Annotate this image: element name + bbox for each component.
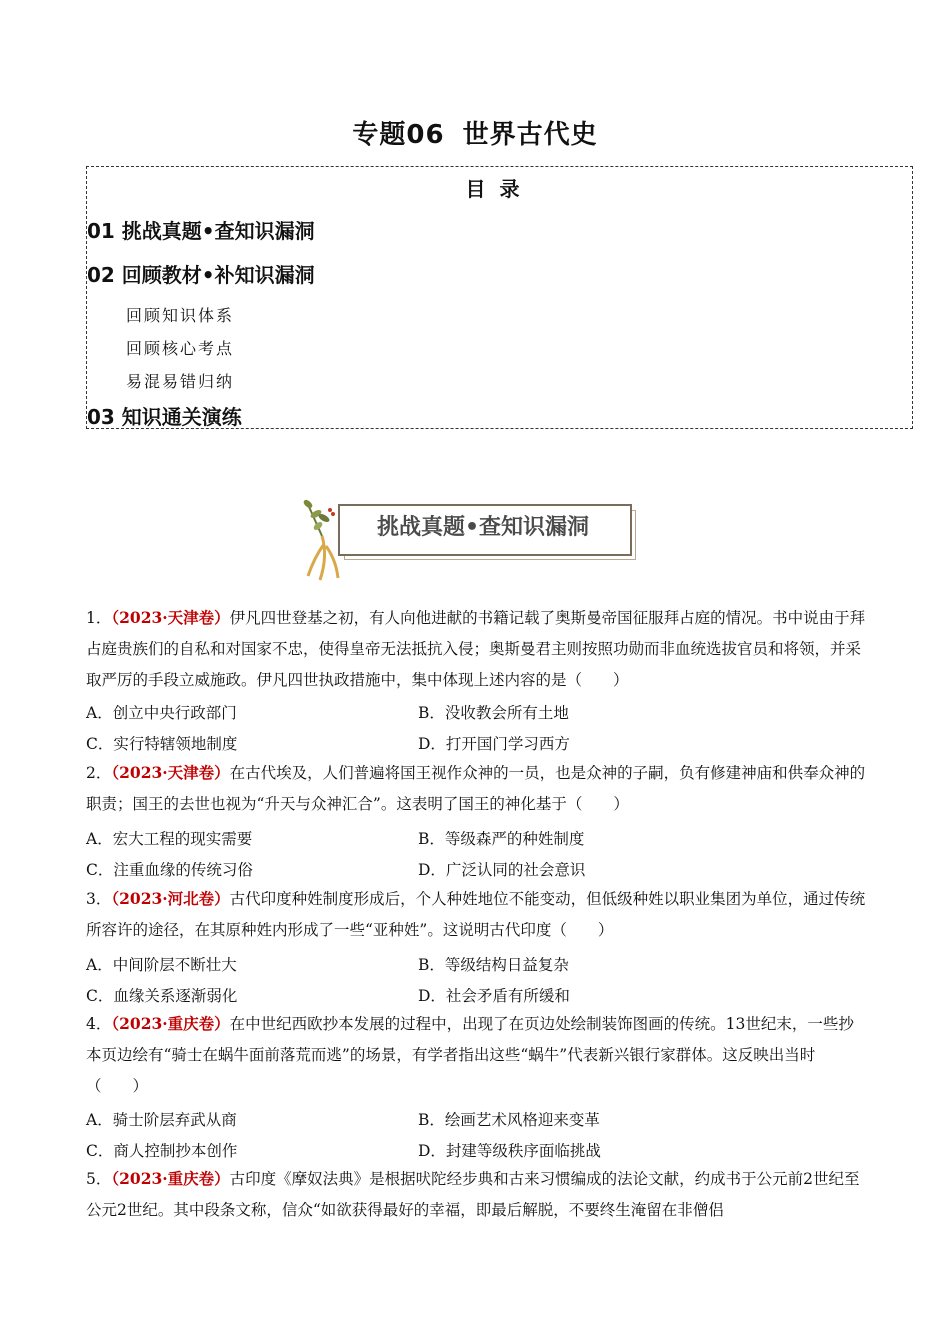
question-source: （2023·天津卷） — [111, 763, 230, 782]
option-b[interactable]: B．绘画艺术风格迎来变革 — [418, 1111, 600, 1129]
option-d[interactable]: D．社会矛盾有所缓和 — [418, 987, 570, 1005]
table-of-contents — [86, 166, 913, 429]
question-source: （2023·重庆卷） — [111, 1169, 230, 1188]
option-c[interactable]: C．商人控制抄本创作 — [86, 1142, 238, 1160]
question-source: （2023·河北卷） — [111, 889, 230, 908]
option-b[interactable]: B．没收教会所有土地 — [418, 704, 569, 722]
question-5: 5．（2023·重庆卷）古印度《摩奴法典》是根据吠陀经步典和古来习惯编成的法论文献，约成书于公元前2世纪至公元2世纪。其中段条文称，信众“如欲获得最好的幸福，即最后解脱，不要终生淹留在非僧侣 — [86, 1169, 860, 1219]
option-c[interactable]: C．实行特辖领地制度 — [86, 735, 238, 753]
toc-title: 目录 — [465, 177, 534, 201]
toc-sub-core-points[interactable]: 回顾核心考点 — [126, 339, 235, 358]
banner-text: 挑战真题•查知识漏洞 — [376, 515, 590, 540]
option-d[interactable]: D．打开国门学习西方 — [418, 735, 570, 753]
option-b[interactable]: B．等级结构日益复杂 — [418, 956, 569, 974]
option-a[interactable]: A．骑士阶层弃武从商 — [86, 1111, 237, 1129]
option-a[interactable]: A．宏大工程的现实需要 — [86, 830, 253, 848]
question-2: 2．（2023·天津卷）在古代埃及，人们普遍将国王视作众神的一员，也是众神的子嗣，负有修建神庙和供奉众神的职责；国王的去世也视为“升天与众神汇合”。这表明了国王的神化基于（ ） — [86, 763, 866, 813]
option-c[interactable]: C．注重血缘的传统习俗 — [86, 861, 253, 879]
toc-item-02[interactable]: 02 回顾教材•补知识漏洞 — [87, 263, 315, 287]
question-source: （2023·天津卷） — [111, 608, 230, 627]
question-source: （2023·重庆卷） — [111, 1014, 230, 1033]
toc-item-03[interactable]: 03 知识通关演练 — [87, 405, 242, 429]
question-stem: 在中世纪西欧抄本发展的过程中，出现了在页边处绘制装饰图画的传统。13世纪末，一些抄本页边绘有“骑士在蜗牛面前落荒而逃”的场景，有学者指出这些“蜗牛”代表新兴银行家群体。这反映出当时（ ） — [86, 1015, 854, 1095]
title-text: 世界古代史 — [462, 120, 598, 150]
option-d[interactable]: D．广泛认同的社会意识 — [418, 861, 586, 879]
question-stem: 古代印度种姓制度形成后，个人种姓地位不能变动，但低级种姓以职业集团为单位，通过传统所容许的途径，在其原种姓内形成了一些“亚种姓”。这说明古代印度（ ） — [86, 890, 866, 939]
toc-item-01[interactable]: 01 挑战真题•查知识漏洞 — [87, 219, 315, 243]
question-stem: 古印度《摩奴法典》是根据吠陀经步典和古来习惯编成的法论文献，约成书于公元前2世纪至公元2世纪。其中段条文称，信众“如欲获得最好的幸福，即最后解脱，不要终生淹留在非僧侣 — [86, 1170, 860, 1219]
toc-sub-knowledge-system[interactable]: 回顾知识体系 — [126, 306, 235, 325]
option-b[interactable]: B．等级森严的种姓制度 — [418, 830, 585, 848]
title-number: 专题06 — [352, 120, 445, 150]
option-d[interactable]: D．封建等级秩序面临挑战 — [418, 1142, 601, 1160]
question-3: 3．（2023·河北卷）古代印度种姓制度形成后，个人种姓地位不能变动，但低级种姓以职业集团为单位，通过传统所容许的途径，在其原种姓内形成了一些“亚种姓”。这说明古代印度（ ） — [86, 889, 866, 939]
toc-sub-confusions[interactable]: 易混易错归纳 — [126, 372, 235, 391]
question-4: 4．（2023·重庆卷）在中世纪西欧抄本发展的过程中，出现了在页边处绘制装饰图画的传统。13世纪末，一些抄本页边绘有“骑士在蜗牛面前落荒而逃”的场景，有学者指出这些“蜗牛”代表新兴银行家群体。这反映出当时（ ） — [86, 1014, 854, 1095]
question-stem: 在古代埃及，人们普遍将国王视作众神的一员，也是众神的子嗣，负有修建神庙和供奉众神的职责；国王的去世也视为“升天与众神汇合”。这表明了国王的神化基于（ ） — [86, 764, 866, 813]
option-a[interactable]: A．中间阶层不断壮大 — [86, 956, 237, 974]
option-a[interactable]: A．创立中央行政部门 — [86, 704, 237, 722]
option-c[interactable]: C．血缘关系逐渐弱化 — [86, 987, 238, 1005]
question-stem: 伊凡四世登基之初，有人向他进献的书籍记载了奥斯曼帝国征服拜占庭的情况。书中说由于拜占庭贵族们的自私和对国家不忠，使得皇帝无法抵抗入侵；奥斯曼君主则按照功勋而非血统选拔官员和将领，并采取严厉的手段立威施政。伊凡四世执政措施中，集中体现上述内容的是（ ） — [86, 609, 866, 689]
question-1: 1．（2023·天津卷）伊凡四世登基之初，有人向他进献的书籍记载了奥斯曼帝国征服拜占庭的情况。书中说由于拜占庭贵族们的自私和对国家不忠，使得皇帝无法抵抗入侵；奥斯曼君主则按照功勋而非血统选拔官员和将领，并采取严厉的手段立威施政。伊凡四世执政措施中，集中体现上述内容的是（ ） — [86, 608, 866, 689]
section-banner — [298, 496, 643, 584]
page-title — [0, 114, 950, 151]
